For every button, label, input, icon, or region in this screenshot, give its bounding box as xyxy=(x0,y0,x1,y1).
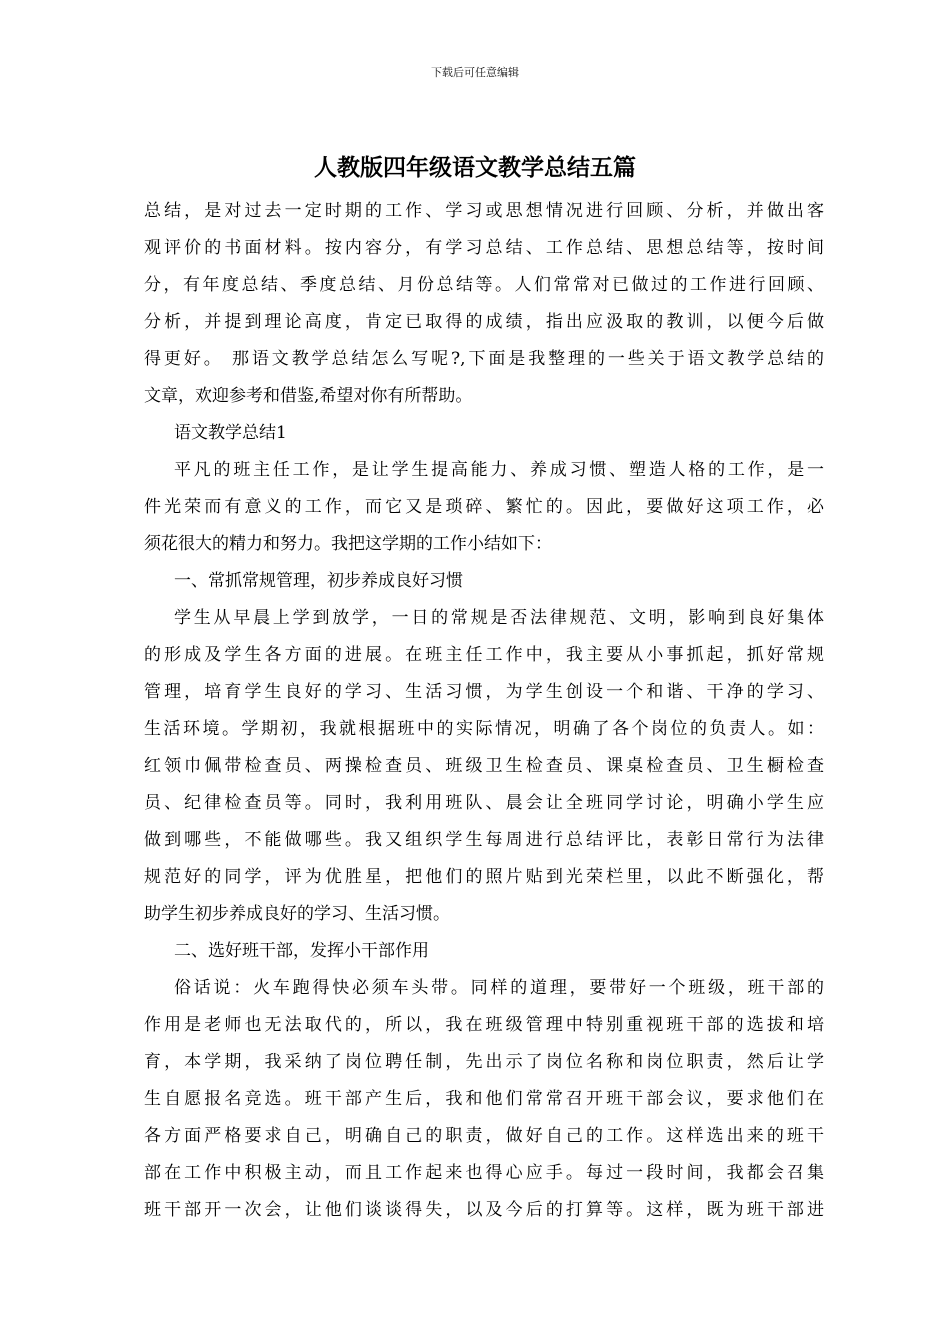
text-line: 部在工作中积极主动，而且工作起来也得心应手。每过一段时间，我都会召集 xyxy=(144,1163,824,1183)
text-line: 做到哪些，不能做哪些。我又组织学生每周进行总结评比，表彰日常行为法律 xyxy=(144,830,824,850)
text-line: 件光荣而有意义的工作，而它又是琐碎、繁忙的。因此，要做好这项工作，必 xyxy=(144,497,824,517)
text-line: 须花很大的精力和努力。我把这学期的工作小结如下： xyxy=(144,534,552,554)
text-line: 分，有年度总结、季度总结、月份总结等。人们常常对已做过的工作进行回顾、 xyxy=(144,275,824,295)
text-line: 学生从早晨上学到放学，一日的常规是否法律规范、文明，影响到良好集体 xyxy=(174,608,824,628)
text-line: 育，本学期，我采纳了岗位聘任制，先出示了岗位名称和岗位职责，然后让学 xyxy=(144,1052,824,1072)
text-line: 分析，并提到理论高度，肯定已取得的成绩，指出应汲取的教训，以便今后做 xyxy=(144,312,824,332)
text-line: 得更好。 那语文教学总结怎么写呢?,下面是我整理的一些关于语文教学总结的 xyxy=(144,349,824,369)
text-line: 俗话说：火车跑得快必须车头带。同样的道理，要带好一个班级，班干部的 xyxy=(174,978,824,998)
text-line: 规范好的同学，评为优胜星，把他们的照片贴到光荣栏里，以此不断强化，帮 xyxy=(144,867,824,887)
text-line: 各方面严格要求自己，明确自己的职责，做好自己的工作。这样选出来的班干 xyxy=(144,1126,824,1146)
text-line: 红领巾佩带检查员、两操检查员、班级卫生检查员、课桌检查员、卫生橱检查 xyxy=(144,756,824,776)
document-title: 人教版四年级语文教学总结五篇 xyxy=(314,154,636,181)
text-line: 一、常抓常规管理，初步养成良好习惯 xyxy=(174,571,463,591)
text-line: 管理，培育学生良好的学习、生活习惯，为学生创设一个和谐、干净的学习、 xyxy=(144,682,824,702)
text-line: 平凡的班主任工作，是让学生提高能力、养成习惯、塑造人格的工作，是一 xyxy=(174,460,824,480)
text-line: 观评价的书面材料。按内容分，有学习总结、工作总结、思想总结等，按时间 xyxy=(144,238,824,258)
header-note: 下载后可任意编辑 xyxy=(431,66,519,79)
text-line: 生活环境。学期初，我就根据班中的实际情况，明确了各个岗位的负责人。如： xyxy=(144,719,824,739)
text-line: 班干部开一次会，让他们谈谈得失，以及今后的打算等。这样，既为班干部进 xyxy=(144,1200,824,1220)
text-line: 语文教学总结1 xyxy=(174,423,287,443)
text-line: 文章，欢迎参考和借鉴,希望对你有所帮助。 xyxy=(144,386,473,406)
text-line: 的形成及学生各方面的进展。在班主任工作中，我主要从小事抓起，抓好常规 xyxy=(144,645,824,665)
document-body xyxy=(144,193,824,1229)
text-line: 员、纪律检查员等。同时，我利用班队、晨会让全班同学讨论，明确小学生应 xyxy=(144,793,824,813)
text-line: 作用是老师也无法取代的，所以，我在班级管理中特别重视班干部的选拔和培 xyxy=(144,1015,824,1035)
text-line: 助学生初步养成良好的学习、生活习惯。 xyxy=(144,904,450,924)
text-line: 生自愿报名竞选。班干部产生后，我和他们常常召开班干部会议，要求他们在 xyxy=(144,1089,824,1109)
text-line: 总结，是对过去一定时期的工作、学习或思想情况进行回顾、分析，并做出客 xyxy=(144,201,824,221)
text-line: 二、选好班干部，发挥小干部作用 xyxy=(174,941,429,961)
